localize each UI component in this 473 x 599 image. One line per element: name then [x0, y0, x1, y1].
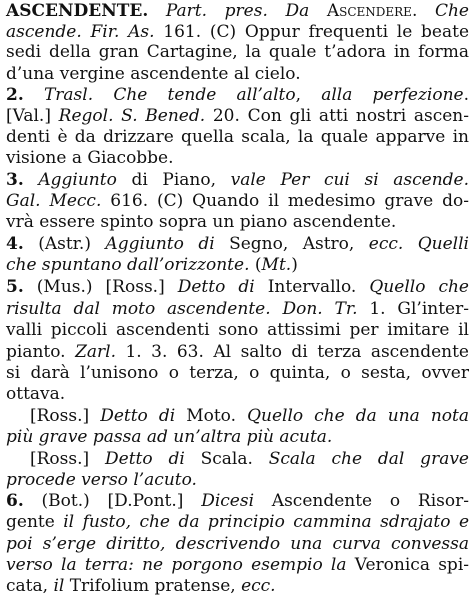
text-line: [0, 147, 473, 170]
text-line: [0, 319, 473, 342]
text-line: [0, 63, 473, 86]
text-line: [0, 511, 473, 534]
text-span: Regol. S. Bened.: [58, 106, 206, 126]
text-span: Part. pres. Da: [165, 1, 327, 21]
text-line: [0, 448, 473, 471]
text-span: Veronica spi-: [346, 555, 469, 575]
text-span: Moto.: [175, 406, 248, 426]
text-span: vrà essere spinto sopra un piano ascendente.: [6, 212, 397, 232]
text-line: [0, 405, 473, 428]
text-span: poi s’erge diritto, descrivendo una curva convessa: [6, 534, 469, 554]
text-span: 616. (C) Quando il medesimo grave do-: [101, 191, 469, 211]
text-span: denti è da drizzare quella scala, la quale apparve in: [6, 127, 469, 147]
text-span: Quello che: [369, 277, 469, 297]
text-span: 6.: [6, 491, 24, 511]
text-span: Intervallo.: [254, 277, 370, 297]
text-span: Trifolium pratense,: [64, 576, 242, 596]
text-span: sedi della gran Cartagine, la quale t’adora in forma: [6, 42, 469, 62]
text-span: Scala che dal grave: [268, 449, 469, 469]
text-line: [0, 105, 473, 128]
text-line: [0, 490, 473, 513]
text-span: procede verso l’acuto.: [6, 470, 197, 490]
text-span: [148, 1, 166, 21]
text-line: [0, 41, 473, 64]
text-span: gente: [6, 512, 64, 532]
text-span: 4.: [6, 234, 24, 254]
text-line: [0, 298, 473, 321]
text-span: 20. Con gli atti nostri ascen-: [205, 106, 469, 126]
text-span: il fusto, che da principio cammina sdrajato e: [63, 512, 470, 532]
text-line: [0, 383, 473, 406]
text-span: il: [53, 576, 65, 596]
text-span: 5.: [6, 277, 24, 297]
text-span: ecc.: [241, 576, 276, 596]
text-span: Dicesi: [201, 491, 255, 511]
text-span: valli piccoli ascendenti sono attissimi per imitare il: [6, 320, 469, 340]
text-line: [0, 0, 473, 23]
text-span: Ascendere: [326, 1, 412, 21]
text-span: Aggiunto: [38, 170, 117, 190]
text-span: [Ross.]: [30, 406, 101, 426]
text-span: ): [291, 255, 298, 275]
text-line: [0, 233, 473, 256]
text-span: (Bot.) [D.Pont.]: [23, 491, 202, 511]
text-span: Zarl.: [75, 342, 116, 362]
text-span: Detto di: [105, 449, 185, 469]
text-span: Quello che da una nota: [247, 406, 470, 426]
text-span: visione a Giacobbe.: [6, 148, 174, 168]
text-span: 1. 3. 63. Al salto di terza ascendente: [115, 342, 469, 362]
text-span: ,: [295, 85, 322, 105]
text-span: .: [463, 85, 469, 105]
text-span: vale Per cui si ascende.: [230, 170, 469, 190]
text-line: [0, 341, 473, 364]
text-span: Scala.: [184, 449, 269, 469]
text-line: [0, 211, 473, 234]
text-span: che spuntano dall’orizzonte.: [6, 255, 250, 275]
text-line: [0, 169, 473, 192]
text-span: di Piano,: [116, 170, 231, 190]
text-span: 3.: [6, 170, 24, 190]
text-line: [0, 533, 473, 556]
text-line: [0, 362, 473, 385]
text-span: risulta dal moto ascendente. Don. Tr.: [6, 299, 358, 319]
text-line: [0, 554, 473, 577]
text-span: Detto di: [100, 406, 176, 426]
text-span: ottava.: [6, 384, 66, 404]
text-span: alla perfezione: [321, 85, 464, 105]
text-span: Aggiunto di: [105, 234, 215, 254]
text-line: [0, 469, 473, 492]
text-span: più grave passa ad un’altra più acuta.: [6, 427, 333, 447]
text-span: [Val.]: [6, 106, 59, 126]
text-span: 2.: [6, 85, 24, 105]
text-span: 161. (C) Oppur frequenti le beate: [154, 22, 469, 42]
text-line: [0, 84, 473, 107]
text-span: ASCENDENTE.: [6, 1, 149, 21]
text-span: verso la terra: ne porgono esempio la: [6, 555, 347, 575]
text-line: [0, 426, 473, 449]
text-span: pianto.: [6, 342, 76, 362]
text-span: Detto di: [177, 277, 255, 297]
text-span: ecc. Quelli: [368, 234, 469, 254]
text-span: [24, 170, 39, 190]
text-span: Segno, Astro,: [214, 234, 369, 254]
text-span: Gal. Mecc.: [6, 191, 102, 211]
text-span: 1. Gl’inter-: [357, 299, 469, 319]
text-span: ascende. Fir. As.: [6, 22, 155, 42]
text-span: Ascendente o Risor-: [254, 491, 469, 511]
text-span: Che: [434, 1, 469, 21]
text-span: .: [411, 1, 435, 21]
text-line: [0, 575, 473, 598]
text-span: Mt.: [261, 255, 292, 275]
text-span: cata,: [6, 576, 54, 596]
text-line: [0, 276, 473, 299]
text-line: [0, 254, 473, 277]
text-span: (Mus.) [Ross.]: [23, 277, 178, 297]
text-span: Trasl. Che tende all’alto: [43, 85, 296, 105]
text-span: (: [249, 255, 262, 275]
text-span: d’una vergine ascendente al cielo.: [6, 64, 301, 84]
text-span: si darà l’unisono o terza, o quinta, o sesta, ovver: [6, 363, 469, 383]
text-line: [0, 126, 473, 149]
text-span: [24, 85, 44, 105]
text-span: (Astr.): [23, 234, 106, 254]
text-span: [Ross.]: [30, 449, 106, 469]
text-line: [0, 190, 473, 213]
